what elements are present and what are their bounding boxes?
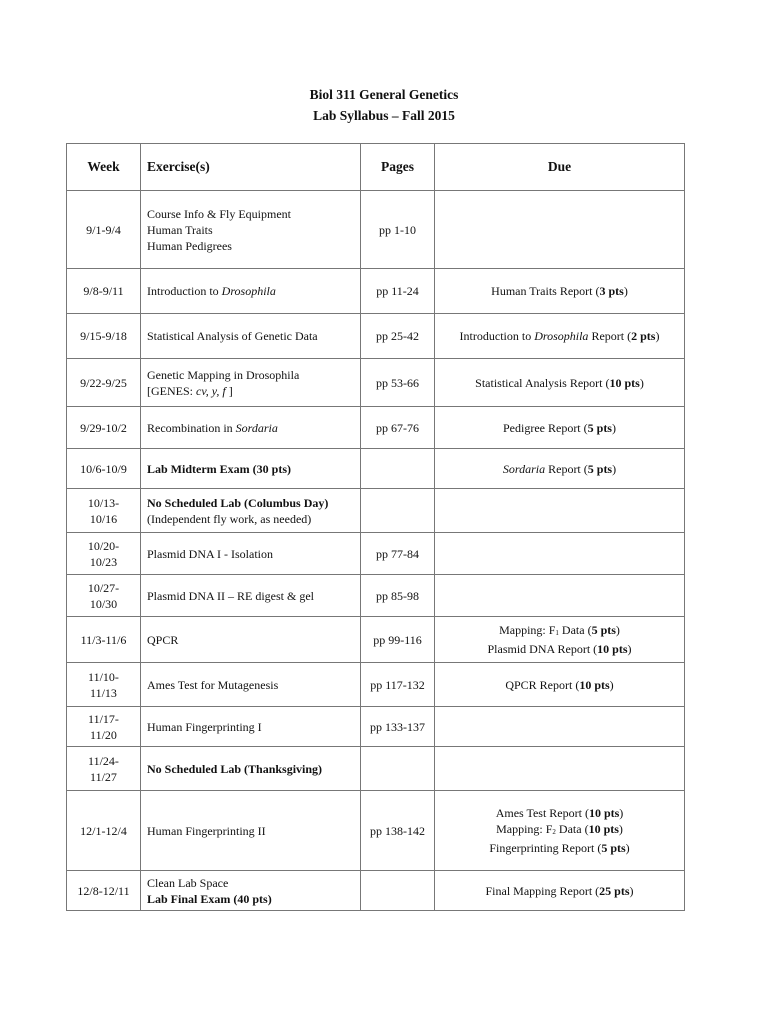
header-row [67,144,685,191]
pages-cell [361,747,435,791]
due-text: Report ( [545,461,588,476]
week-cell [67,791,141,871]
table-row [67,747,685,791]
table-row [67,359,685,407]
pages-cell: pp 99-116 [361,617,435,663]
table-row [67,707,685,747]
pages-cell [361,871,435,911]
table-row [67,269,685,314]
due-cell [435,314,685,359]
due-text: 10 pts [579,677,610,692]
week-cell [67,314,141,359]
due-text: 10 pts [597,642,628,656]
due-cell [435,489,685,533]
week-text: 10/16 [89,511,118,526]
due-text: Fingerprinting Report ( [489,841,602,855]
week-cell [67,871,141,911]
due-cell [435,269,685,314]
table-row [67,575,685,617]
exercise-text: No Scheduled Lab (Thanksgiving) [147,761,323,776]
exercise-text: ) [267,891,272,906]
due-text: Drosophila [534,329,589,343]
due-text: ) [639,375,644,390]
due-text: ) [627,642,632,656]
exercise-cell [141,359,361,407]
week-text: 9/15-9/18 [80,329,127,343]
exercise-line [147,495,354,511]
due-text: 5 pts [587,461,613,476]
pages-cell: pp 67-76 [361,407,435,449]
due-text: 5 pts [587,420,612,435]
exercise-cell [141,269,361,314]
exercise-line [147,719,354,735]
exercise-text: cv, y, f [196,383,226,398]
exercise-text: Recombination in [147,420,236,435]
syllabus-table [66,143,685,911]
due-line [441,805,678,821]
week-cell [67,707,141,747]
exercise-line [147,891,354,907]
due-cell [435,407,685,449]
exercise-line [147,283,354,299]
pages-cell [361,489,435,533]
exercise-cell [141,871,361,911]
due-text: Data ( [558,623,592,637]
due-cell [435,663,685,707]
exercise-text: (Independent fly work, as needed) [147,511,312,526]
week-cell [67,747,141,791]
due-text: Mapping: F [499,623,556,637]
table-header [67,144,685,191]
week-text: 12/1-12/4 [80,823,127,838]
week-cell [67,617,141,663]
due-text: Statistical Analysis Report ( [475,375,610,390]
exercise-line [147,588,354,604]
week-text: 11/24- [88,753,119,768]
pages-cell: pp 11-24 [361,269,435,314]
pages-cell: pp 117-132 [361,663,435,707]
exercise-line [147,546,354,562]
exercise-cell [141,617,361,663]
exercise-line [147,677,354,693]
week-text: 10/27- [87,580,120,595]
exercise-cell [141,707,361,747]
due-line [441,375,678,391]
due-line [441,883,678,899]
week-text: 9/22-9/25 [80,375,127,390]
week-text: 11/3-11/6 [80,632,127,647]
due-cell [435,747,685,791]
exercise-text: Clean Lab Space [147,875,229,890]
week-cell [67,407,141,449]
exercise-cell [141,449,361,489]
week-text: 10/20- [87,538,120,553]
due-line [441,677,678,693]
due-text: Sordaria [502,461,546,476]
exercise-line [147,383,354,399]
table-row [67,871,685,911]
exercise-text: No Scheduled Lab (Columbus Day) [147,495,329,510]
pages-cell: pp 133-137 [361,707,435,747]
exercise-text: Human Pedigrees [147,238,232,253]
due-text: Plasmid DNA Report ( [487,642,598,656]
exercise-text: Human Fingerprinting II [147,823,266,838]
due-text: 2 pts [631,329,656,343]
exercise-line [147,511,354,527]
table-row [67,489,685,533]
due-text: ) [629,883,634,898]
table-row [67,617,685,663]
due-text: 3 pts [599,284,624,298]
exercise-cell [141,791,361,871]
week-cell [67,191,141,269]
week-text: 11/10- [88,669,119,684]
due-text: Mapping: F [496,822,553,836]
week-cell [67,663,141,707]
exercise-text: Human Fingerprinting I [147,719,262,734]
syllabus-subtitle: Lab Syllabus – Fall 2015 [313,108,455,123]
exercise-text: ] [225,383,233,398]
week-cell [67,533,141,575]
week-cell [67,449,141,489]
week-text: 9/8-9/11 [83,284,124,298]
week-text: 11/17- [88,711,119,726]
exercise-line [147,238,354,254]
due-cell [435,575,685,617]
week-text: 12/8-12/11 [77,883,130,898]
due-cell [435,791,685,871]
week-cell [67,575,141,617]
exercise-cell [141,533,361,575]
due-text: ) [612,461,617,476]
exercise-text: Sordaria [235,420,278,435]
exercise-line [147,328,354,344]
exercise-text: Plasmid DNA II – RE digest & gel [147,588,314,603]
due-text: ) [625,841,630,855]
due-line [441,461,678,477]
exercise-line [147,875,354,891]
week-text: 9/1-9/4 [86,222,121,237]
exercise-text: Plasmid DNA I - Isolation [147,546,273,561]
due-text: Data ( [555,822,589,836]
due-text: Human Traits Report ( [491,284,600,298]
week-text: 10/30 [89,596,118,611]
due-cell [435,191,685,269]
week-text: 11/27 [90,769,117,784]
due-cell [435,533,685,575]
exercise-text: Ames Test for Mutagenesis [147,677,279,692]
due-text: ) [618,822,623,836]
exercise-line [147,206,354,222]
due-cell [435,871,685,911]
due-text: ) [623,284,628,298]
due-cell [435,707,685,747]
exercise-line [147,420,354,436]
week-text: 10/13- [87,495,120,510]
due-text: 25 pts [599,883,630,898]
due-text: ) [615,623,620,637]
week-cell [67,269,141,314]
header-exercise: Exercise(s) [141,144,361,191]
exercise-line [147,367,354,383]
pages-cell: pp 77-84 [361,533,435,575]
table-row [67,533,685,575]
exercise-line [147,461,354,477]
week-text: 10/6-10/9 [80,461,127,476]
exercise-line [147,823,354,839]
document-title [0,84,768,126]
due-text: Ames Test Report ( [495,806,589,820]
due-line [441,328,678,344]
exercise-text: Lab Final Exam ( [147,891,238,906]
course-title: Biol 311 General Genetics [309,87,459,102]
pages-cell: pp 1-10 [361,191,435,269]
week-cell [67,359,141,407]
due-text: ) [655,329,660,343]
week-text: 11/20 [90,727,117,742]
week-cell [67,489,141,533]
exercise-text: QPCR [147,632,179,647]
pages-cell [361,449,435,489]
due-text: 5 pts [601,841,626,855]
pages-cell: pp 25-42 [361,314,435,359]
exercise-line [147,632,354,648]
exercise-text: Statistical Analysis of Genetic Data [147,329,318,343]
due-cell [435,359,685,407]
due-text: Pedigree Report ( [503,420,588,435]
due-line [441,821,678,840]
exercise-text: Drosophila [221,284,276,298]
exercise-cell [141,314,361,359]
exercise-text: Introduction to [147,284,222,298]
due-text: Report ( [588,329,632,343]
exercise-cell [141,191,361,269]
header-due: Due [435,144,685,191]
due-text: ) [611,420,616,435]
table-row [67,407,685,449]
pages-cell: pp 53-66 [361,359,435,407]
due-line [441,641,678,657]
table-row [67,791,685,871]
due-text: Introduction to [459,329,535,343]
due-text: QPCR Report ( [505,677,580,692]
week-text: 11/13 [90,685,117,700]
due-cell [435,617,685,663]
table-row [67,663,685,707]
table-body [67,191,685,911]
pages-cell: pp 138-142 [361,791,435,871]
table-row [67,191,685,269]
due-text: ) [609,677,614,692]
due-text: Final Mapping Report ( [485,883,600,898]
header-week: Week [67,144,141,191]
exercise-line [147,761,354,777]
exercise-text: Genetic Mapping in Drosophila [147,367,300,382]
table-row [67,449,685,489]
due-text: 10 pts [609,375,640,390]
week-text: 10/23 [89,554,118,569]
exercise-cell [141,575,361,617]
due-line [441,420,678,436]
due-line [441,622,678,641]
exercise-cell [141,747,361,791]
due-text: 10 pts [588,806,620,820]
due-text: ) [619,806,624,820]
exercise-cell [141,407,361,449]
exercise-text: Human Traits [147,222,213,237]
exercise-text: Course Info & Fly Equipment [147,206,291,221]
due-text: 10 pts [588,822,619,836]
exercise-text: [GENES: [147,383,196,398]
due-line [441,283,678,299]
exercise-line [147,222,354,238]
exercise-cell [141,663,361,707]
table-row [67,314,685,359]
exercise-cell [141,489,361,533]
exercise-text: Lab Midterm Exam (30 pts) [147,461,291,476]
header-pages: Pages [361,144,435,191]
exercise-text: 40 pts [237,891,268,906]
due-text: 1 [555,629,559,637]
pages-cell: pp 85-98 [361,575,435,617]
due-text: 5 pts [591,623,616,637]
week-text: 9/29-10/2 [80,420,127,435]
due-line [441,840,678,856]
due-cell [435,449,685,489]
due-text: 2 [552,828,556,836]
